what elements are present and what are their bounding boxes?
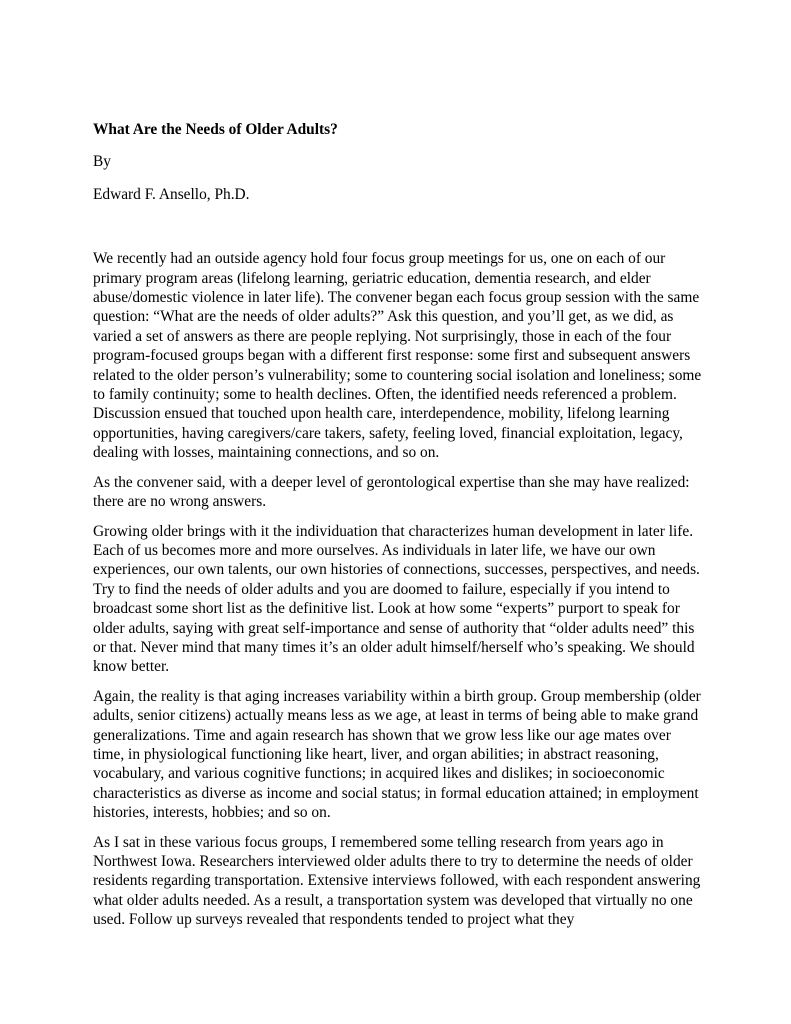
document-title: What Are the Needs of Older Adults? — [93, 121, 338, 138]
article-text — [93, 249, 705, 929]
paragraph: We recently had an outside agency hold four focus group meetings for us, one on each of our primary program areas (lifelong learning, geriatric education, dementia research, and elder abuse/domestic violence in later life). The convener began each focus group session with the same question: “What are the needs of older adults?” Ask this question, and you’ll get, as we did, as varied a set of answers as there are people replying. Not surprisingly, those in each of the four program-focused groups began with a different first response: some first and subsequent answers related to the older person’s vulnerability; some to countering social isolation and loneliness; some to family continuity; some to health declines. Often, the identified needs referenced a problem. Discussion ensued that touched upon health care, interdependence, mobility, lifelong learning opportunities, having caregivers/care takers, safety, feeling loved, financial exploitation, legacy, dealing with losses, maintaining connections, and so on. — [93, 250, 702, 462]
byline: By — [93, 153, 111, 171]
paragraph: Growing older brings with it the individuation that characterizes human development in later life. Each of us becomes more and more ourselves. As individuals in later life, we have our own experiences, our own talents, our own histories of connections, successes, perspectives, and needs. Try to find the needs of older adults and you are doomed to failure, especially if you intend to broadcast some short list as the definitive list. Look at how some “experts” purport to speak for older adults, saying with great self-importance and sense of authority that “older adults need” this or that. Never mind that many times it’s an older adult himself/herself who’s speaking. We should know better. — [93, 522, 700, 676]
paragraph: As I sat in these various focus groups, I remembered some telling research from years ago in Northwest Iowa. Researchers interviewed older adults there to try to determine the needs of older residents regarding transportation. Extensive interviews followed, with each respondent answering what older adults needed. As a result, a transportation system was developed that virtually no one used. Follow up surveys revealed that respondents tended to project what they — [93, 833, 701, 929]
paragraph: As the convener said, with a deeper level of gerontological expertise than she may have realized: there are no wrong answers. — [93, 473, 690, 511]
paragraph: Again, the reality is that aging increases variability within a birth group. Group membership (older adults, senior citizens) actually means less as we age, at least in terms of being able to make grand generalizations. Time and again research has shown that we grow less like our age mates over time, in physiological functioning like heart, liver, and organ abilities; in abstract reasoning, vocabulary, and various cognitive functions; in acquired likes and dislikes; in socioeconomic characteristics as diverse as income and social status; in formal education attained; in employment histories, interests, hobbies; and so on. — [93, 687, 701, 822]
document-body — [93, 120, 705, 940]
author-name: Edward F. Ansello, Ph.D. — [93, 185, 250, 203]
